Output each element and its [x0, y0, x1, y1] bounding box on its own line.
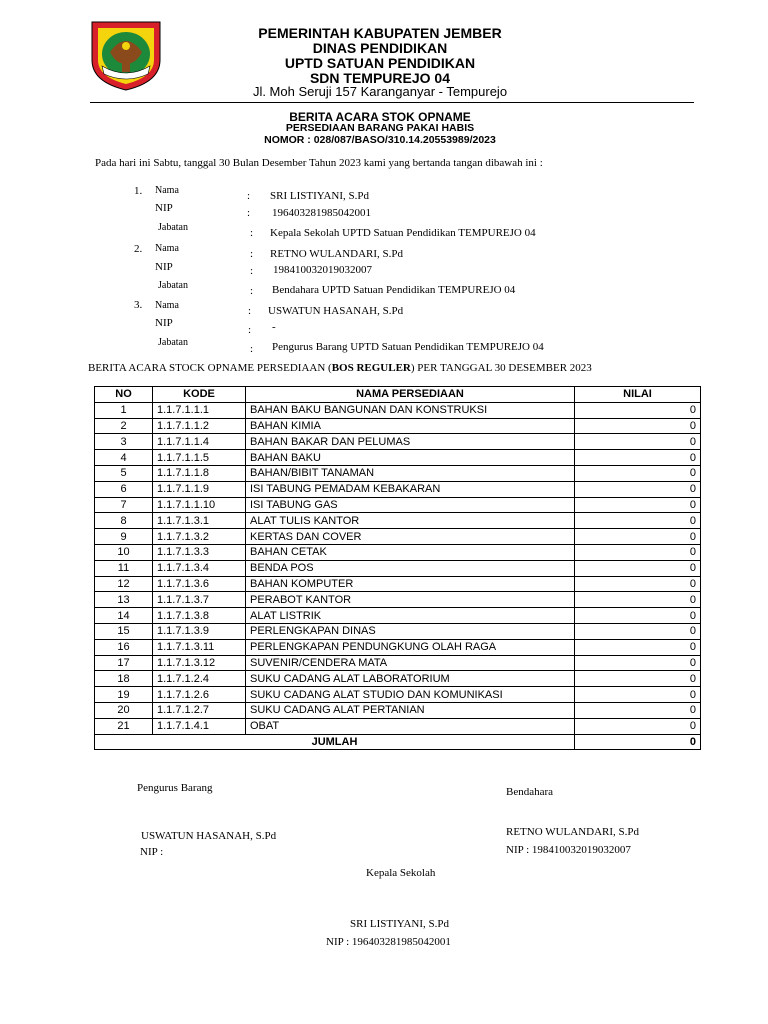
table-row: [95, 434, 701, 450]
row-kode: 1.1.7.1.3.8: [153, 608, 246, 624]
row-kode: 1.1.7.1.3.1: [153, 513, 246, 529]
header-school: SDN TEMPUREJO 04: [309, 70, 451, 86]
stock-table: [94, 386, 701, 750]
signature-name-kepala: SRI LISTIYANI, S.Pd: [350, 918, 450, 930]
table-row: [95, 560, 701, 576]
row-nilai: 0: [575, 671, 701, 687]
statement-suffix: ) PER TANGGAL 30 DESEMBER 2023: [410, 362, 592, 374]
row-nilai: 0: [575, 529, 701, 545]
header-address: Jl. Moh Seruji 157 Karanganyar - Tempurejo: [252, 84, 508, 99]
row-nilai: 0: [575, 608, 701, 624]
row-no: 2: [95, 418, 153, 434]
table-row: [95, 718, 701, 734]
row-no: 19: [95, 687, 153, 703]
row-kode: 1.1.7.1.3.12: [153, 655, 246, 671]
table-row: [95, 608, 701, 624]
colon: :: [247, 190, 251, 202]
row-nama: BAHAN CETAK: [246, 544, 575, 560]
row-nama: PERABOT KANTOR: [246, 592, 575, 608]
row-kode: 1.1.7.1.3.6: [153, 576, 246, 592]
table-row: [95, 481, 701, 497]
row-nilai: 0: [575, 623, 701, 639]
col-header-kode: KODE: [153, 387, 246, 403]
stock-opname-statement: [88, 362, 592, 374]
row-nama: BAHAN BAKAR DAN PELUMAS: [246, 434, 575, 450]
statement-prefix: BERITA ACARA STOCK OPNAME PERSEDIAAN (: [88, 362, 332, 374]
colon: :: [250, 343, 254, 355]
row-no: 20: [95, 702, 153, 718]
signature-name-pengurus: USWATUN HASANAH, S.Pd: [141, 830, 277, 842]
label-jabatan: Jabatan: [158, 222, 188, 233]
row-nama: BAHAN KIMIA: [246, 418, 575, 434]
row-kode: 1.1.7.1.1.4: [153, 434, 246, 450]
intro-text: Pada hari ini Sabtu, tanggal 30 Bulan Desember Tahun 2023 kami yang bertanda tangan dibawah ini :: [95, 157, 543, 169]
row-kode: 1.1.7.1.1.1: [153, 402, 246, 418]
row-nilai: 0: [575, 576, 701, 592]
row-no: 17: [95, 655, 153, 671]
row-no: 10: [95, 544, 153, 560]
total-value: 0: [575, 734, 701, 750]
row-nilai: 0: [575, 418, 701, 434]
row-nama: ALAT TULIS KANTOR: [246, 513, 575, 529]
person-position: Kepala Sekolah UPTD Satuan Pendidikan TEMPUREJO 04: [270, 227, 536, 239]
row-nilai: 0: [575, 402, 701, 418]
row-kode: 1.1.7.1.1.9: [153, 481, 246, 497]
row-no: 7: [95, 497, 153, 513]
row-no: 8: [95, 513, 153, 529]
row-nama: SUVENIR/CENDERA MATA: [246, 655, 575, 671]
row-kode: 1.1.7.1.2.6: [153, 687, 246, 703]
person-nip: 196403281985042001: [272, 207, 371, 219]
table-row: [95, 497, 701, 513]
row-nama: ISI TABUNG GAS: [246, 497, 575, 513]
row-kode: 1.1.7.1.3.9: [153, 623, 246, 639]
label-nama: Nama: [155, 300, 179, 311]
row-kode: 1.1.7.1.3.3: [153, 544, 246, 560]
header-government: PEMERINTAH KABUPATEN JEMBER: [258, 25, 502, 41]
row-nama: PERLENGKAPAN DINAS: [246, 623, 575, 639]
table-row: [95, 513, 701, 529]
person-nip: -: [272, 321, 276, 333]
total-label: JUMLAH: [95, 734, 575, 750]
doc-title: BERITA ACARA STOK OPNAME: [289, 110, 471, 124]
row-no: 18: [95, 671, 153, 687]
row-nilai: 0: [575, 450, 701, 466]
person-number: 2.: [134, 243, 143, 255]
col-header-nilai: NILAI: [575, 387, 701, 403]
person-number: 1.: [134, 185, 143, 197]
row-kode: 1.1.7.1.2.7: [153, 702, 246, 718]
table-row: [95, 639, 701, 655]
table-row: [95, 671, 701, 687]
row-no: 5: [95, 465, 153, 481]
row-nama: ALAT LISTRIK: [246, 608, 575, 624]
row-nama: PERLENGKAPAN PENDUNGKUNG OLAH RAGA: [246, 639, 575, 655]
doc-subtitle: PERSEDIAAN BARANG PAKAI HABIS: [285, 122, 475, 134]
row-nama: BAHAN BAKU: [246, 450, 575, 466]
table-row: [95, 418, 701, 434]
table-total-row: [95, 734, 701, 750]
row-kode: 1.1.7.1.3.4: [153, 560, 246, 576]
row-kode: 1.1.7.1.3.11: [153, 639, 246, 655]
row-nilai: 0: [575, 560, 701, 576]
row-nilai: 0: [575, 434, 701, 450]
label-nip: NIP: [155, 261, 173, 273]
row-no: 1: [95, 402, 153, 418]
label-nama: Nama: [155, 185, 179, 196]
person-nip: 198410032019032007: [273, 264, 372, 276]
table-body: [95, 402, 701, 734]
row-no: 3: [95, 434, 153, 450]
row-no: 6: [95, 481, 153, 497]
table-row: [95, 402, 701, 418]
colon: :: [248, 324, 252, 336]
statement-bold: BOS REGULER: [331, 362, 411, 374]
colon: :: [250, 248, 254, 260]
row-no: 14: [95, 608, 153, 624]
row-kode: 1.1.7.1.4.1: [153, 718, 246, 734]
label-nama: Nama: [155, 243, 179, 254]
table-row: [95, 702, 701, 718]
table-row: [95, 544, 701, 560]
row-no: 4: [95, 450, 153, 466]
signature-nip-pengurus: NIP :: [140, 846, 164, 858]
row-no: 13: [95, 592, 153, 608]
row-kode: 1.1.7.1.2.4: [153, 671, 246, 687]
row-no: 16: [95, 639, 153, 655]
person-name: RETNO WULANDARI, S.Pd: [270, 248, 404, 260]
row-nama: SUKU CADANG ALAT PERTANIAN: [246, 702, 575, 718]
row-nilai: 0: [575, 639, 701, 655]
table-row: [95, 465, 701, 481]
signature-nip-kepala: NIP : 196403281985042001: [326, 936, 451, 948]
row-nilai: 0: [575, 481, 701, 497]
table-row: [95, 623, 701, 639]
person-position: Pengurus Barang UPTD Satuan Pendidikan TEMPUREJO 04: [272, 341, 544, 353]
header-department: DINAS PENDIDIKAN: [312, 40, 448, 56]
row-nilai: 0: [575, 544, 701, 560]
row-no: 15: [95, 623, 153, 639]
person-name: SRI LISTIYANI, S.Pd: [270, 190, 370, 202]
row-no: 11: [95, 560, 153, 576]
colon: :: [250, 227, 254, 239]
signature-role-bendahara: Bendahara: [506, 786, 554, 798]
col-header-nama: NAMA PERSEDIAAN: [246, 387, 575, 403]
person-number: 3.: [134, 299, 143, 311]
row-no: 21: [95, 718, 153, 734]
label-nip: NIP: [155, 202, 173, 214]
signature-role-kepala: Kepala Sekolah: [366, 867, 436, 879]
table-row: [95, 655, 701, 671]
colon: :: [250, 265, 254, 277]
row-kode: 1.1.7.1.3.2: [153, 529, 246, 545]
row-nilai: 0: [575, 513, 701, 529]
label-nip: NIP: [155, 317, 173, 329]
person-name: USWATUN HASANAH, S.Pd: [268, 305, 404, 317]
table-row: [95, 687, 701, 703]
row-nilai: 0: [575, 702, 701, 718]
col-header-no: NO: [95, 387, 153, 403]
row-nama: OBAT: [246, 718, 575, 734]
row-nama: ISI TABUNG PEMADAM KEBAKARAN: [246, 481, 575, 497]
header-divider: [90, 102, 694, 103]
row-nama: KERTAS DAN COVER: [246, 529, 575, 545]
row-nama: BENDA POS: [246, 560, 575, 576]
row-no: 9: [95, 529, 153, 545]
row-kode: 1.1.7.1.3.7: [153, 592, 246, 608]
table-row: [95, 592, 701, 608]
row-nilai: 0: [575, 465, 701, 481]
row-nilai: 0: [575, 592, 701, 608]
label-jabatan: Jabatan: [158, 280, 188, 291]
colon: :: [250, 285, 254, 297]
regency-emblem: [88, 20, 164, 92]
table-row: [95, 576, 701, 592]
signature-nip-bendahara: NIP : 198410032019032007: [506, 844, 631, 856]
signature-name-bendahara: RETNO WULANDARI, S.Pd: [506, 826, 640, 838]
row-nama: BAHAN KOMPUTER: [246, 576, 575, 592]
label-jabatan: Jabatan: [158, 337, 188, 348]
row-no: 12: [95, 576, 153, 592]
colon: :: [247, 207, 251, 219]
row-nama: BAHAN BAKU BANGUNAN DAN KONSTRUKSI: [246, 402, 575, 418]
person-position: Bendahara UPTD Satuan Pendidikan TEMPUREJO 04: [272, 284, 516, 296]
table-row: [95, 450, 701, 466]
row-kode: 1.1.7.1.1.2: [153, 418, 246, 434]
header-unit: UPTD SATUAN PENDIDIKAN: [284, 55, 476, 71]
table-row: [95, 529, 701, 545]
colon: :: [248, 305, 252, 317]
row-kode: 1.1.7.1.1.5: [153, 450, 246, 466]
row-nama: SUKU CADANG ALAT STUDIO DAN KOMUNIKASI: [246, 687, 575, 703]
row-nilai: 0: [575, 687, 701, 703]
row-kode: 1.1.7.1.1.10: [153, 497, 246, 513]
row-nama: SUKU CADANG ALAT LABORATORIUM: [246, 671, 575, 687]
row-nilai: 0: [575, 718, 701, 734]
signature-role-pengurus: Pengurus Barang: [137, 782, 213, 794]
row-kode: 1.1.7.1.1.8: [153, 465, 246, 481]
row-nama: BAHAN/BIBIT TANAMAN: [246, 465, 575, 481]
row-nilai: 0: [575, 655, 701, 671]
row-nilai: 0: [575, 497, 701, 513]
table-header-row: [95, 387, 701, 403]
doc-number: NOMOR : 028/087/BASO/310.14.20553989/2023: [264, 134, 496, 146]
